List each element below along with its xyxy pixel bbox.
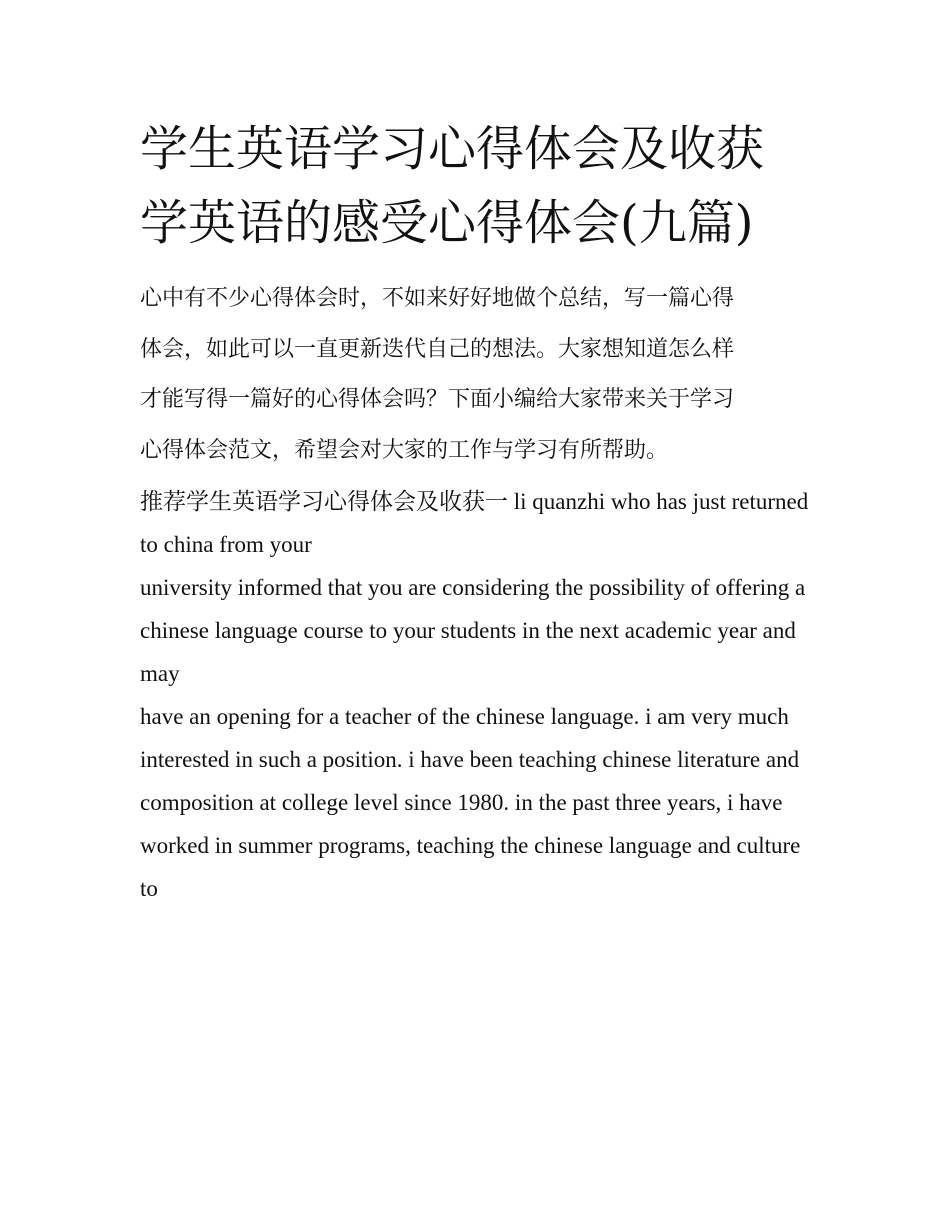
body-line: chinese language course to your students in the next academic year and may: [140, 618, 796, 686]
title-line: 学英语的感受心得体会(九篇): [140, 195, 754, 251]
letter-body: [140, 480, 820, 910]
intro-line: 心中有不少心得体会时，不如来好好地做个总结，写一篇心得: [140, 286, 735, 311]
document-title: [140, 112, 820, 260]
title-line: 学生英语学习心得体会及收获: [140, 121, 765, 177]
body-line: worked in summer programs, teaching the chinese language and culture to: [140, 833, 801, 901]
body-line: interested in such a position. i have been teaching chinese literature and: [140, 747, 800, 772]
body-line: university informed that you are considering the possibility of offering a: [140, 575, 806, 600]
document-page: [140, 112, 820, 910]
intro-paragraph: [140, 274, 820, 476]
body-line: 推荐学生英语学习心得体会及收获一 li quanzhi who has just returned to china from your: [140, 489, 809, 557]
body-line: composition at college level since 1980. in the past three years, i have: [140, 790, 783, 815]
body-line: have an opening for a teacher of the chinese language. i am very much: [140, 704, 789, 729]
intro-line: 体会，如此可以一直更新迭代自己的想法。大家想知道怎么样: [140, 336, 735, 362]
intro-line: 才能写得一篇好的心得体会吗？下面小编给大家带来关于学习: [140, 387, 735, 412]
intro-line: 心得体会范文，希望会对大家的工作与学习有所帮助。: [140, 437, 669, 463]
